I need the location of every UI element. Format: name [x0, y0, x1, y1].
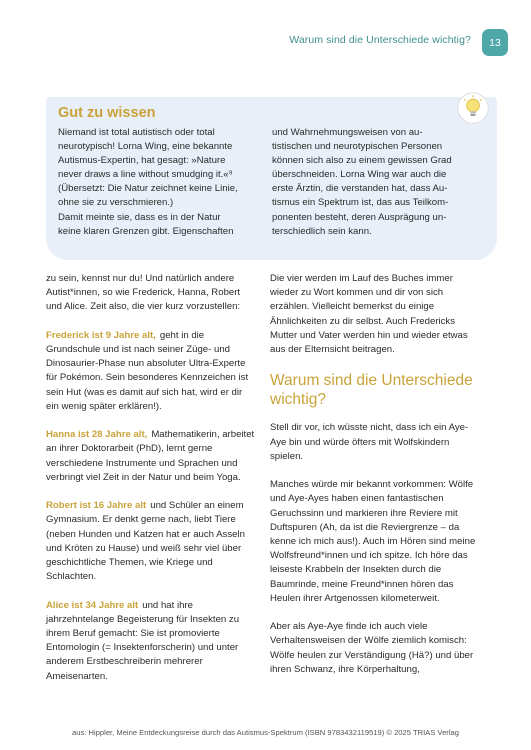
- info-line: ohne sie zu verschmieren.): [58, 197, 174, 209]
- info-line: neurotypisch! Lorna Wing, eine bekannte: [58, 141, 233, 153]
- page-number-tab: [482, 29, 508, 56]
- body-paragraph: Stell dir vor, ich wüsste nicht, dass ich ein Aye-Aye bin und würde öfters mit Wolfskindern spielen.: [270, 422, 469, 462]
- profile-robert: [46, 499, 256, 584]
- info-line: können sich also zu einem gewissen Grad: [272, 155, 452, 167]
- intro-paragraph: zu sein, kennst nur du! Und natürlich andere Autist*innen, so wie Frederick, Hanna, Robert und Alice. Zeit also, die vier kurz vorzustellen:: [46, 273, 241, 313]
- right-column: [270, 272, 480, 677]
- info-line: und Wahrnehmungsweisen von au-: [272, 127, 423, 138]
- profile-lead: Alice ist 34 Jahre alt: [46, 599, 139, 611]
- info-line: never draws a line without smudging it.«⁹: [58, 169, 233, 181]
- profile-hanna: [46, 428, 256, 485]
- footer-citation: aus: Hippler, Meine Entdeckungsreise durch das Autismus-Spektrum (ISBN 9783432119519) © 2025 TRIAS Verlag: [72, 728, 459, 737]
- info-line: terschiedlich sein kann.: [272, 225, 372, 237]
- info-box-column-2: [272, 126, 477, 239]
- info-line: Autismus-Expertin, hat gesagt: »Nature: [58, 155, 226, 167]
- info-line: erste Ärztin, die verstanden hat, dass Au-: [272, 183, 448, 195]
- info-line: ponenten besteht, deren Ausprägung un-: [272, 211, 447, 223]
- info-line: tistischen und neurotypischen Personen: [272, 141, 443, 153]
- info-line: Damit meinte sie, dass es in der Natur: [58, 211, 221, 223]
- left-column: [46, 272, 256, 684]
- section-heading: Warum sind die Unterschiede wichtig?: [270, 372, 473, 409]
- profile-lead: Frederick ist 9 Jahre alt,: [46, 329, 156, 341]
- profile-text: geht in die Grundschule und ist nach seiner Züge- und Dinosaurier-Phase nun absoluter Ultra-Experte für Pokémon. Sein besonderes Kennzeichen ist sein Hut (was es damit auf sich hat, wird er dir ein wenig später erklären!).: [46, 329, 249, 412]
- info-line: überschneiden. Lorna Wing war auch die: [272, 169, 447, 181]
- profile-lead: Hanna ist 28 Jahre alt,: [46, 429, 148, 441]
- info-box-column-1: [58, 126, 263, 239]
- body-paragraph: Die vier werden im Lauf des Buches immer wieder zu Wort kommen und dir von sich erzählen. Vielleicht bemerkst du einige Ähnlichkeiten zu dir selbst. Auch Fredericks Mutter und Vater werden hin und wieder etwas aus der Elternsicht beitragen.: [270, 273, 468, 356]
- lightbulb-icon: [457, 92, 489, 124]
- body-paragraph: Manches würde mir bekannt vorkommen: Wölfe und Aye-Ayes haben einen fantastischen Geruchssinn und markieren ihre Reviere mit Duftspuren (Ah, da ist die Reviergrenze – da kenne ich mich aus!). Auch im Hören sind meine Wolfsfreund*innen und ich spitze. Ich höre das leiseste Krabbeln der Insekten durch die Baumrinde, meine Freund*innen hören das Heulen ihrer Artgenossen kilometerweit.: [270, 479, 476, 604]
- info-line: (Übersetzt: Die Natur zeichnet keine Linie,: [58, 183, 238, 195]
- info-line: tismus ein Spektrum ist, das aus Teilkom-: [272, 197, 449, 209]
- body-paragraph: Aber als Aye-Aye finde ich auch viele Verhaltensweisen der Wölfe ziemlich komisch: Wölfe heulen zur Verständigung (Hä?) und über ihren Schwanz, ihre Körperhaltung,: [270, 621, 474, 675]
- profile-alice: [46, 599, 256, 684]
- info-line: Niemand ist total autistisch oder total: [58, 127, 215, 138]
- profile-text: und hat ihre jahrzehntelange Begeisterung für Insekten zu ihrem Beruf gemacht: Sie ist promovierte Entomologin (= Insektenforscherin) und unter anderem Erstbeschreiberin mehrerer Ameisenarten.: [46, 599, 240, 682]
- info-box: [46, 97, 497, 260]
- page-number: 13: [489, 36, 501, 49]
- profile-frederick: [46, 329, 256, 414]
- profile-text: und Schüler an einem Gymnasium. Er denkt gerne nach, liebt Tiere (neben Hunden und Katzen hat er auch Asseln und Kröten zu Hause) und weiß sehr viel über geschichtliche Themen, wie Kriege und Schlachten.: [46, 500, 245, 583]
- info-box-title: Gut zu wissen: [58, 105, 156, 121]
- profile-text: Mathematikerin, arbeitet an ihrer Doktorarbeit (PhD), lernt gerne verschiedene Instrumente und Sprachen und verbringt viel Zeit in der Natur und beim Yoga.: [46, 429, 255, 483]
- running-title: Warum sind die Unterschiede wichtig?: [289, 34, 471, 46]
- info-line: keine klaren Grenzen gibt. Eigenschaften: [58, 225, 234, 237]
- profile-lead: Robert ist 16 Jahre alt: [46, 500, 147, 512]
